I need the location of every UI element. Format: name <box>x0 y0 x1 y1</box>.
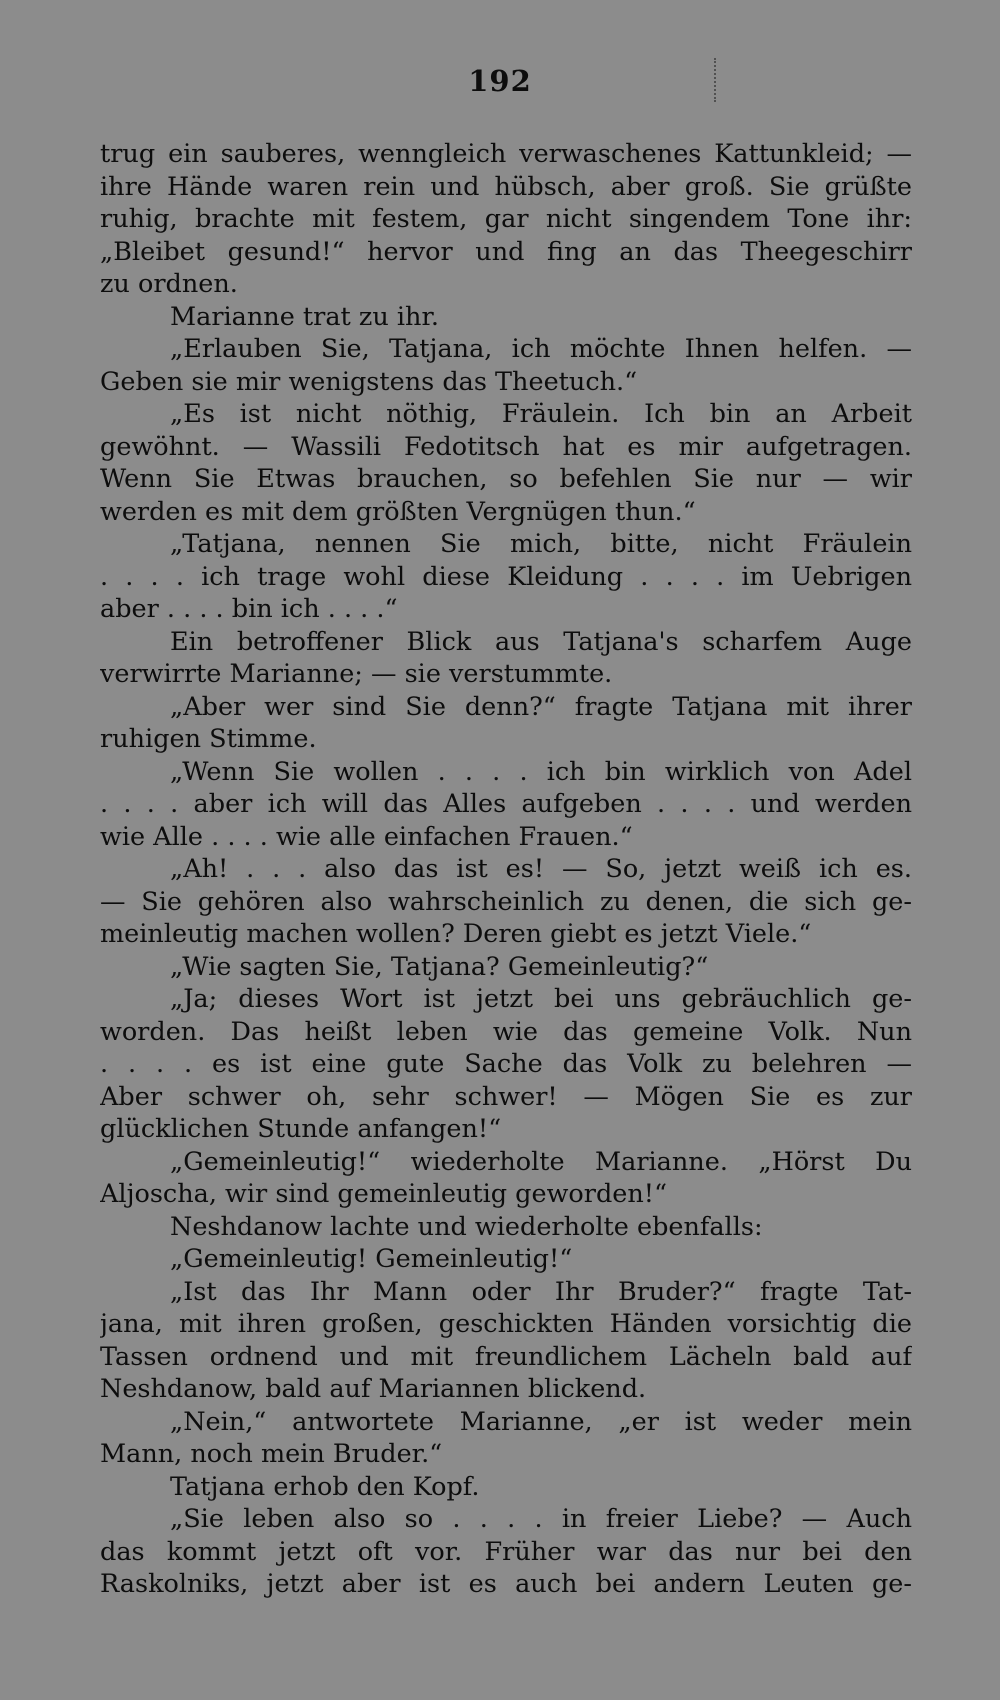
text-line: „Wenn Sie wollen . . . . ich bin wirklich von Adel <box>170 756 912 787</box>
text-line: Geben sie mir wenigstens das Theetuch.“ <box>100 366 638 397</box>
text-line: meinleutig machen wollen? Deren giebt es jetzt Viele.“ <box>100 919 812 949</box>
text-line: jana, mit ihren großen, geschickten Händen vorsichtig die <box>100 1309 912 1339</box>
text-line: Tassen ordnend und mit freundlichem Lächeln bald auf <box>100 1341 912 1372</box>
text-line: aber . . . . bin ich . . . .“ <box>100 594 398 624</box>
text-line: Mann, noch mein Bruder.“ <box>100 1439 443 1469</box>
text-line: werden es mit dem größten Vergnügen thun.“ <box>100 496 696 527</box>
text-line: . . . . aber ich will das Alles aufgeben . . . . und werden <box>100 789 912 819</box>
text-line: Raskolniks, jetzt aber ist es auch bei andern Leuten ge- <box>100 1569 912 1599</box>
text-line: „Wie sagten Sie, Tatjana? Gemeinleutig?“ <box>170 951 709 982</box>
text-line: „Gemeinleutig! Gemeinleutig!“ <box>170 1244 573 1274</box>
text-line: Aber schwer oh, sehr schwer! — Mögen Sie es zur <box>100 1081 912 1112</box>
text-line: „Nein,“ antwortete Marianne, „er ist weder mein <box>170 1406 912 1437</box>
text-line: gewöhnt. — Wassili Fedotitsch hat es mir aufgetragen. <box>100 431 912 462</box>
text-line: Ein betroffener Blick aus Tatjana's scharfem Auge <box>170 626 912 657</box>
text-line: trug ein sauberes, wenngleich verwaschenes Kattunkleid; — <box>100 139 912 169</box>
text-line: Neshdanow, bald auf Mariannen blickend. <box>100 1374 647 1404</box>
text-line: verwirrte Marianne; — sie verstummte. <box>100 659 613 689</box>
body-text <box>100 138 912 1601</box>
text-line: Marianne trat zu ihr. <box>170 301 439 332</box>
text-line: wie Alle . . . . wie alle einfachen Frauen.“ <box>100 821 633 852</box>
text-line: glücklichen Stunde anfangen!“ <box>100 1114 502 1144</box>
text-line: — Sie gehören also wahrscheinlich zu denen, die sich ge- <box>100 886 912 917</box>
text-line: worden. Das heißt leben wie das gemeine Volk. Nun <box>100 1016 912 1047</box>
text-line: . . . . es ist eine gute Sache das Volk zu belehren — <box>100 1049 912 1079</box>
text-line: Neshdanow lachte und wiederholte ebenfalls: <box>170 1211 763 1242</box>
text-line: . . . . ich trage wohl diese Kleidung . . . . im Uebrigen <box>100 561 912 592</box>
text-line: „Sie leben also so . . . . in freier Liebe? — Auch <box>170 1504 912 1534</box>
page-number: 192 <box>468 64 532 98</box>
text-line: Wenn Sie Etwas brauchen, so befehlen Sie nur — wir <box>100 464 912 494</box>
text-line: „Tatjana, nennen Sie mich, bitte, nicht Fräulein <box>170 529 912 559</box>
text-line: „Erlauben Sie, Tatjana, ich möchte Ihnen helfen. — <box>170 334 912 364</box>
text-line: „Aber wer sind Sie denn?“ fragte Tatjana mit ihrer <box>170 691 912 722</box>
text-line: ruhigen Stimme. <box>100 724 317 754</box>
text-line: zu ordnen. <box>100 269 238 299</box>
text-line: „Gemeinleutig!“ wiederholte Marianne. „Hörst Du <box>170 1146 912 1177</box>
text-line: Aljoscha, wir sind gemeinleutig geworden!“ <box>100 1179 668 1209</box>
text-line: Tatjana erhob den Kopf. <box>170 1471 480 1502</box>
text-line: ihre Hände waren rein und hübsch, aber groß. Sie grüßte <box>100 171 912 202</box>
text-line: „Ja; dieses Wort ist jetzt bei uns gebräuchlich ge- <box>170 984 912 1014</box>
text-line: das kommt jetzt oft vor. Früher war das nur bei den <box>100 1536 912 1567</box>
page-edge-mark <box>714 58 718 102</box>
text-line: „Es ist nicht nöthig, Fräulein. Ich bin an Arbeit <box>170 399 912 429</box>
text-line: „Bleibet gesund!“ hervor und fing an das Theegeschirr <box>100 236 912 267</box>
text-line: „Ah! . . . also das ist es! — So, jetzt weiß ich es. <box>170 854 912 884</box>
text-line: „Ist das Ihr Mann oder Ihr Bruder?“ fragte Tat- <box>170 1276 912 1307</box>
text-line: ruhig, brachte mit festem, gar nicht singendem Tone ihr: <box>100 204 912 234</box>
